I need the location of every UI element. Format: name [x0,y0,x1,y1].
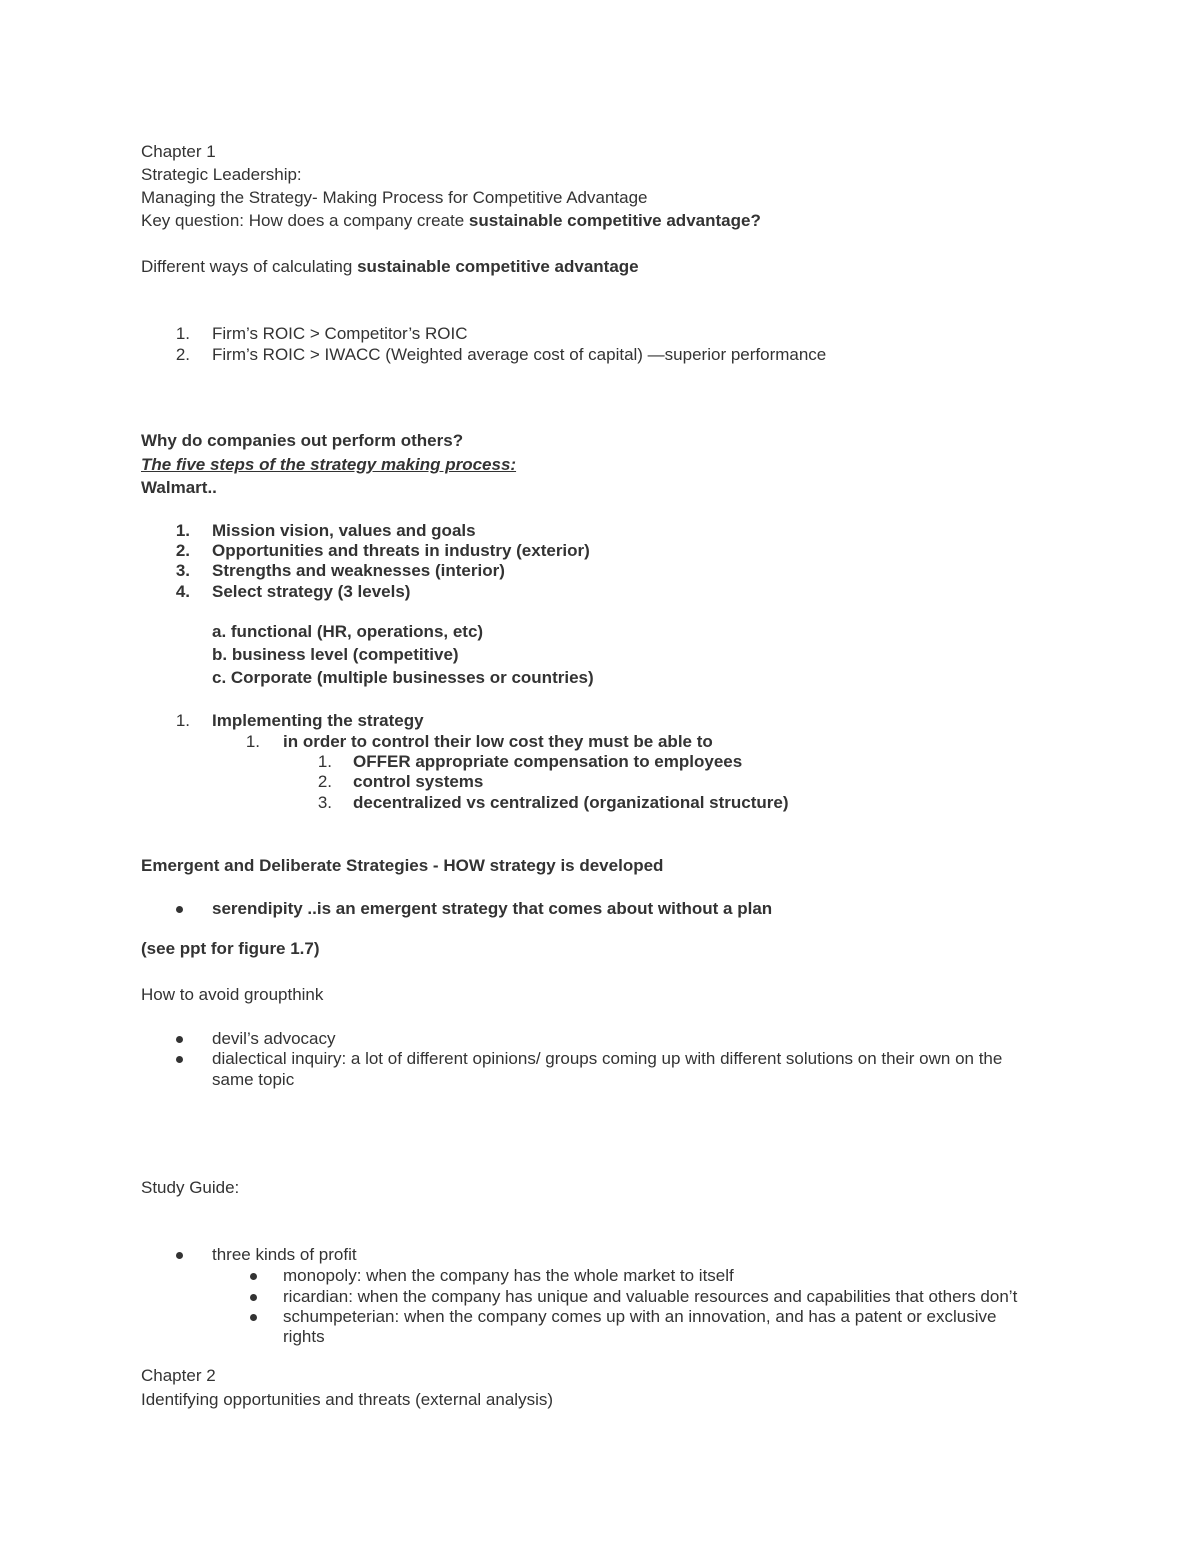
implement-detail-marker: 1. [317,752,332,771]
implement-item: Implementing the strategy [212,711,424,730]
step-marker: 3. [175,561,190,580]
groupthink-heading: How to avoid groupthink [141,985,324,1004]
calc-item: Firm’s ROIC > IWACC (Weighted average cost of capital) —superior performance [212,345,827,364]
bullet-icon [250,1314,257,1321]
implement-detail-item: control systems [353,772,484,791]
strategy-level: b. business level (competitive) [212,645,459,664]
walmart-label: Walmart.. [141,478,217,497]
bullet-icon [250,1294,257,1301]
implement-detail-item: decentralized vs centralized (organizational structure) [353,793,789,812]
bullet-icon [176,1056,183,1063]
implement-detail-marker: 3. [317,793,332,812]
implement-detail-item: OFFER appropriate compensation to employees [353,752,743,771]
bullet-icon [176,1252,183,1259]
implement-marker: 1. [175,711,190,730]
bullet-icon [250,1273,257,1280]
step-marker: 4. [175,582,190,601]
implement-sub-marker: 1. [245,732,260,751]
calc-intro [141,256,639,278]
study-guide-heading: Study Guide: [141,1178,240,1197]
key-question [141,210,761,232]
five-steps-heading: The five steps of the strategy making process: [141,455,517,474]
bullet-icon [176,906,183,913]
key-question-text: Key question: How does a company create [141,211,469,230]
why-heading: Why do companies out perform others? [141,431,464,450]
study-bullet: three kinds of profit [212,1245,357,1264]
emergent-bullet: serendipity ..is an emergent strategy that comes about without a plan [212,899,773,918]
step-item: Opportunities and threats in industry (exterior) [212,541,590,560]
step-marker: 2. [175,541,190,560]
calc-item: Firm’s ROIC > Competitor’s ROIC [212,324,468,343]
chapter2-title: Identifying opportunities and threats (external analysis) [141,1390,554,1409]
implement-detail-marker: 2. [317,772,332,791]
step-item: Strengths and weaknesses (interior) [212,561,505,580]
strategy-level: a. functional (HR, operations, etc) [212,622,484,641]
step-marker: 1. [175,521,190,540]
groupthink-bullet-continued: same topic [212,1070,295,1089]
calc-intro-bold: sustainable competitive advantage [357,257,639,276]
calc-intro-text: Different ways of calculating [141,257,358,276]
study-sub-bullet: monopoly: when the company has the whole market to itself [283,1266,734,1285]
calc-item-marker: 1. [175,324,190,343]
study-sub-bullet: schumpeterian: when the company comes up with an innovation, and has a patent or exclusive [283,1307,997,1326]
chapter-heading: Chapter 1 [141,142,216,161]
implement-sub-item: in order to control their low cost they must be able to [283,732,713,751]
step-item: Mission vision, values and goals [212,521,476,540]
key-question-bold: sustainable competitive advantage? [468,211,761,230]
calc-item-marker: 2. [175,345,190,364]
bullet-icon [176,1036,183,1043]
chapter-subtitle: Strategic Leadership: [141,165,302,184]
chapter2-heading: Chapter 2 [141,1366,216,1385]
strategy-level: c. Corporate (multiple businesses or countries) [212,668,594,687]
figure-note: (see ppt for figure 1.7) [141,939,320,958]
study-sub-bullet: ricardian: when the company has unique and valuable resources and capabilities that others don’t [283,1287,1018,1306]
groupthink-bullet: devil’s advocacy [212,1029,336,1048]
emergent-heading: Emergent and Deliberate Strategies - HOW strategy is developed [141,856,664,875]
step-item: Select strategy (3 levels) [212,582,411,601]
study-sub-bullet-continued: rights [283,1327,325,1346]
chapter-topic: Managing the Strategy- Making Process for Competitive Advantage [141,188,648,207]
groupthink-bullet: dialectical inquiry: a lot of different opinions/ groups coming up with different solutions on their own on the [212,1049,1003,1068]
